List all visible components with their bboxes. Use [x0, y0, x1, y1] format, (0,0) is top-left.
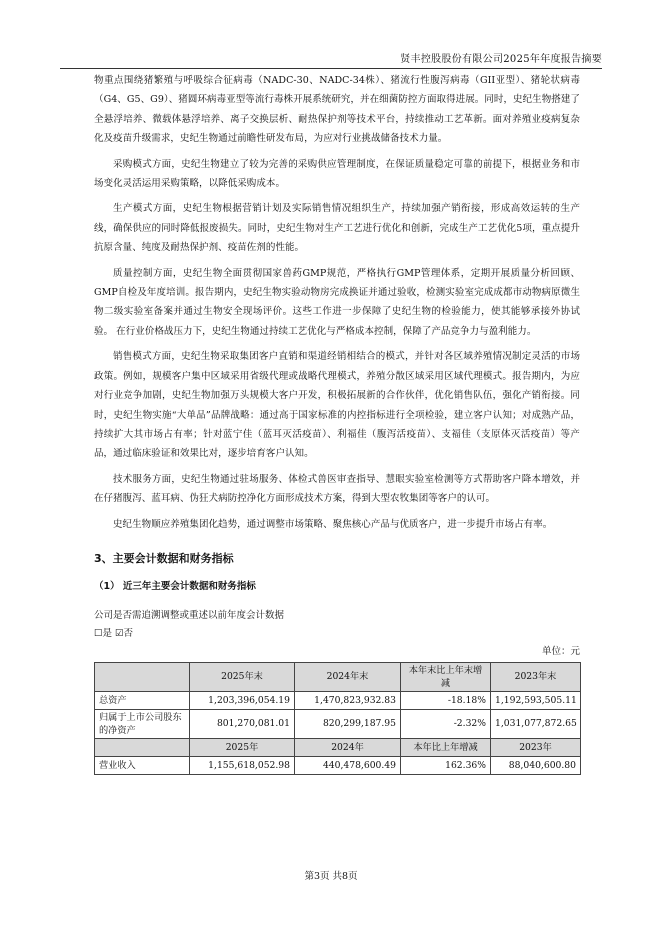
table-header-row [95, 662, 581, 691]
table-header-cell: 2024年末 [295, 662, 401, 691]
section-title: 3、主要会计数据和财务指标 [94, 551, 234, 565]
table-row [95, 691, 581, 709]
table-cell: 1,470,823,932.83 [295, 691, 401, 709]
paragraph-procurement: 采购模式方面，史纪生物建立了较为完善的采购供应管理制度，在保证质量稳定可靠的前提下，根据业务和市场变化灵活运用采购策略，以降低采购成本。 [94, 158, 580, 190]
table-row-label: 归属于上市公司股东的净资产 [95, 709, 190, 738]
table-header-cell: 2025年 [190, 738, 295, 756]
table-row [95, 756, 581, 774]
table-cell: 801,270,081.01 [190, 709, 295, 738]
page-number: 第3页 共8页 [304, 871, 358, 882]
table-cell: 1,031,077,872.65 [491, 709, 581, 738]
table-header-cell: 本年末比上年末增减 [401, 662, 491, 691]
table-cell: -2.32% [401, 709, 491, 738]
table-header-cell [95, 738, 190, 756]
table-header-cell: 2023年末 [491, 662, 581, 691]
table-row [95, 709, 581, 738]
paragraph-production: 生产模式方面，史纪生物根据营销计划及实际销售情况组织生产，持续加强产销衔接，形成高效运转的生产线，确保供应的同时降低报废损失。同时，史纪生物对生产工艺进行优化和创新，完成生产工艺优化5项，重点提升抗原含量、纯度及耐热保护剂、疫苗佐剂的性能。 [94, 203, 580, 254]
table-header-cell [95, 662, 190, 691]
restatement-question: 公司是否需追溯调整或重述以前年度会计数据 [94, 609, 285, 621]
paragraph-tech-service: 技术服务方面，史纪生物通过驻场服务、体检式兽医审查指导、慧眼实验室检测等方式帮助客户降本增效，并在仔猪腹泻、蓝耳病、伪狂犬病防控净化方面形成技术方案，得到大型农牧集团等客户的认可。 [94, 473, 580, 505]
table-header-cell: 本年比上年增减 [401, 738, 491, 756]
financial-data-table [94, 662, 581, 775]
table-cell: -18.18% [401, 691, 491, 709]
table-cell: 820,299,187.95 [295, 709, 401, 738]
paragraph-quality: 质量控制方面，史纪生物全面贯彻国家兽药GMP规范，严格执行GMP管理体系，定期开展质量分析回顾、GMP自检及年度培训。报告期内，史纪生物实验动物房完成换证并通过验收，检测实验室完成成都市动物病原微生物二级实验室备案并通过生物安全现场评价。这些工作进一步保障了史纪生物的检验能力，使其能够承接外协试验。 在行业价格战压力下，史纪生物通过持续工艺优化与严格成本控制，保障了产品竞争力与盈利能力。 [94, 267, 580, 337]
paragraph-market-share: 史纪生物顺应养殖集团化趋势，通过调整市场策略、聚焦核心产品与优质客户，进一步提升市场占有率。 [113, 518, 553, 530]
table-cell: 88,040,600.80 [491, 756, 581, 774]
table-cell: 1,192,593,505.11 [491, 691, 581, 709]
paragraph-rd: 物重点围绕猪繁殖与呼吸综合征病毒（NADC-30、NADC-34株）、猪流行性腹泻病毒（GII亚型）、猪轮状病毒（G4、G5、G9）、猪圆环病毒亚型等流行毒株开展系统研究，并在细菌防控方面取得进展。同时，史纪生物搭建了全悬浮培养、微载体悬浮培养、离子交换层析、耐热保护剂等技术平台，持续推动工艺革新。面对养殖业疫病复杂化及疫苗升级需求，史纪生物通过前瞻性研发布局，为应对行业挑战储备技术力量。 [94, 75, 580, 145]
paragraph-sales: 销售模式方面，史纪生物采取集团客户直销和渠道经销相结合的模式，并针对各区域养殖情况制定灵活的市场政策。例如，规模客户集中区域采用省级代理或战略代理模式，养殖分散区域采用区域代理模式。报告期内，为应对行业竞争加剧，史纪生物加强万头规模大客户开发，积极拓展新的合作伙伴，优化销售队伍，强化产销衔接。同时，史纪生物实施“大单品”品牌战略：通过高于国家标准的内控指标进行全项检验，建立客户认知；对成熟产品，持续扩大其市场占有率；针对蓝宁佳（蓝耳灭活疫苗）、利福佳（腹泻活疫苗）、支福佳（支原体灭活疫苗）等产品，通过临床验证和效果比对，逐步培育客户认知。 [94, 351, 580, 460]
unit-label: 单位：元 [541, 645, 580, 657]
page-header: 贤丰控股股份有限公司2025年年度报告摘要 [60, 50, 602, 69]
table-cell: 440,478,600.49 [295, 756, 401, 774]
restatement-checkbox: ☐是 ☑否 [94, 627, 134, 639]
table-header-row [95, 738, 581, 756]
table-cell: 162.36% [401, 756, 491, 774]
table-header-cell: 2023年 [491, 738, 581, 756]
table-cell: 1,155,618,052.98 [190, 756, 295, 774]
table-row-label: 营业收入 [95, 756, 190, 774]
table-header-cell: 2024年 [295, 738, 401, 756]
table-cell: 1,203,396,054.19 [190, 691, 295, 709]
page-content [94, 71, 580, 775]
sub-section-title: （1） 近三年主要会计数据和财务指标 [94, 580, 256, 592]
table-row-label: 总资产 [95, 691, 190, 709]
table-header-cell: 2025年末 [190, 662, 295, 691]
